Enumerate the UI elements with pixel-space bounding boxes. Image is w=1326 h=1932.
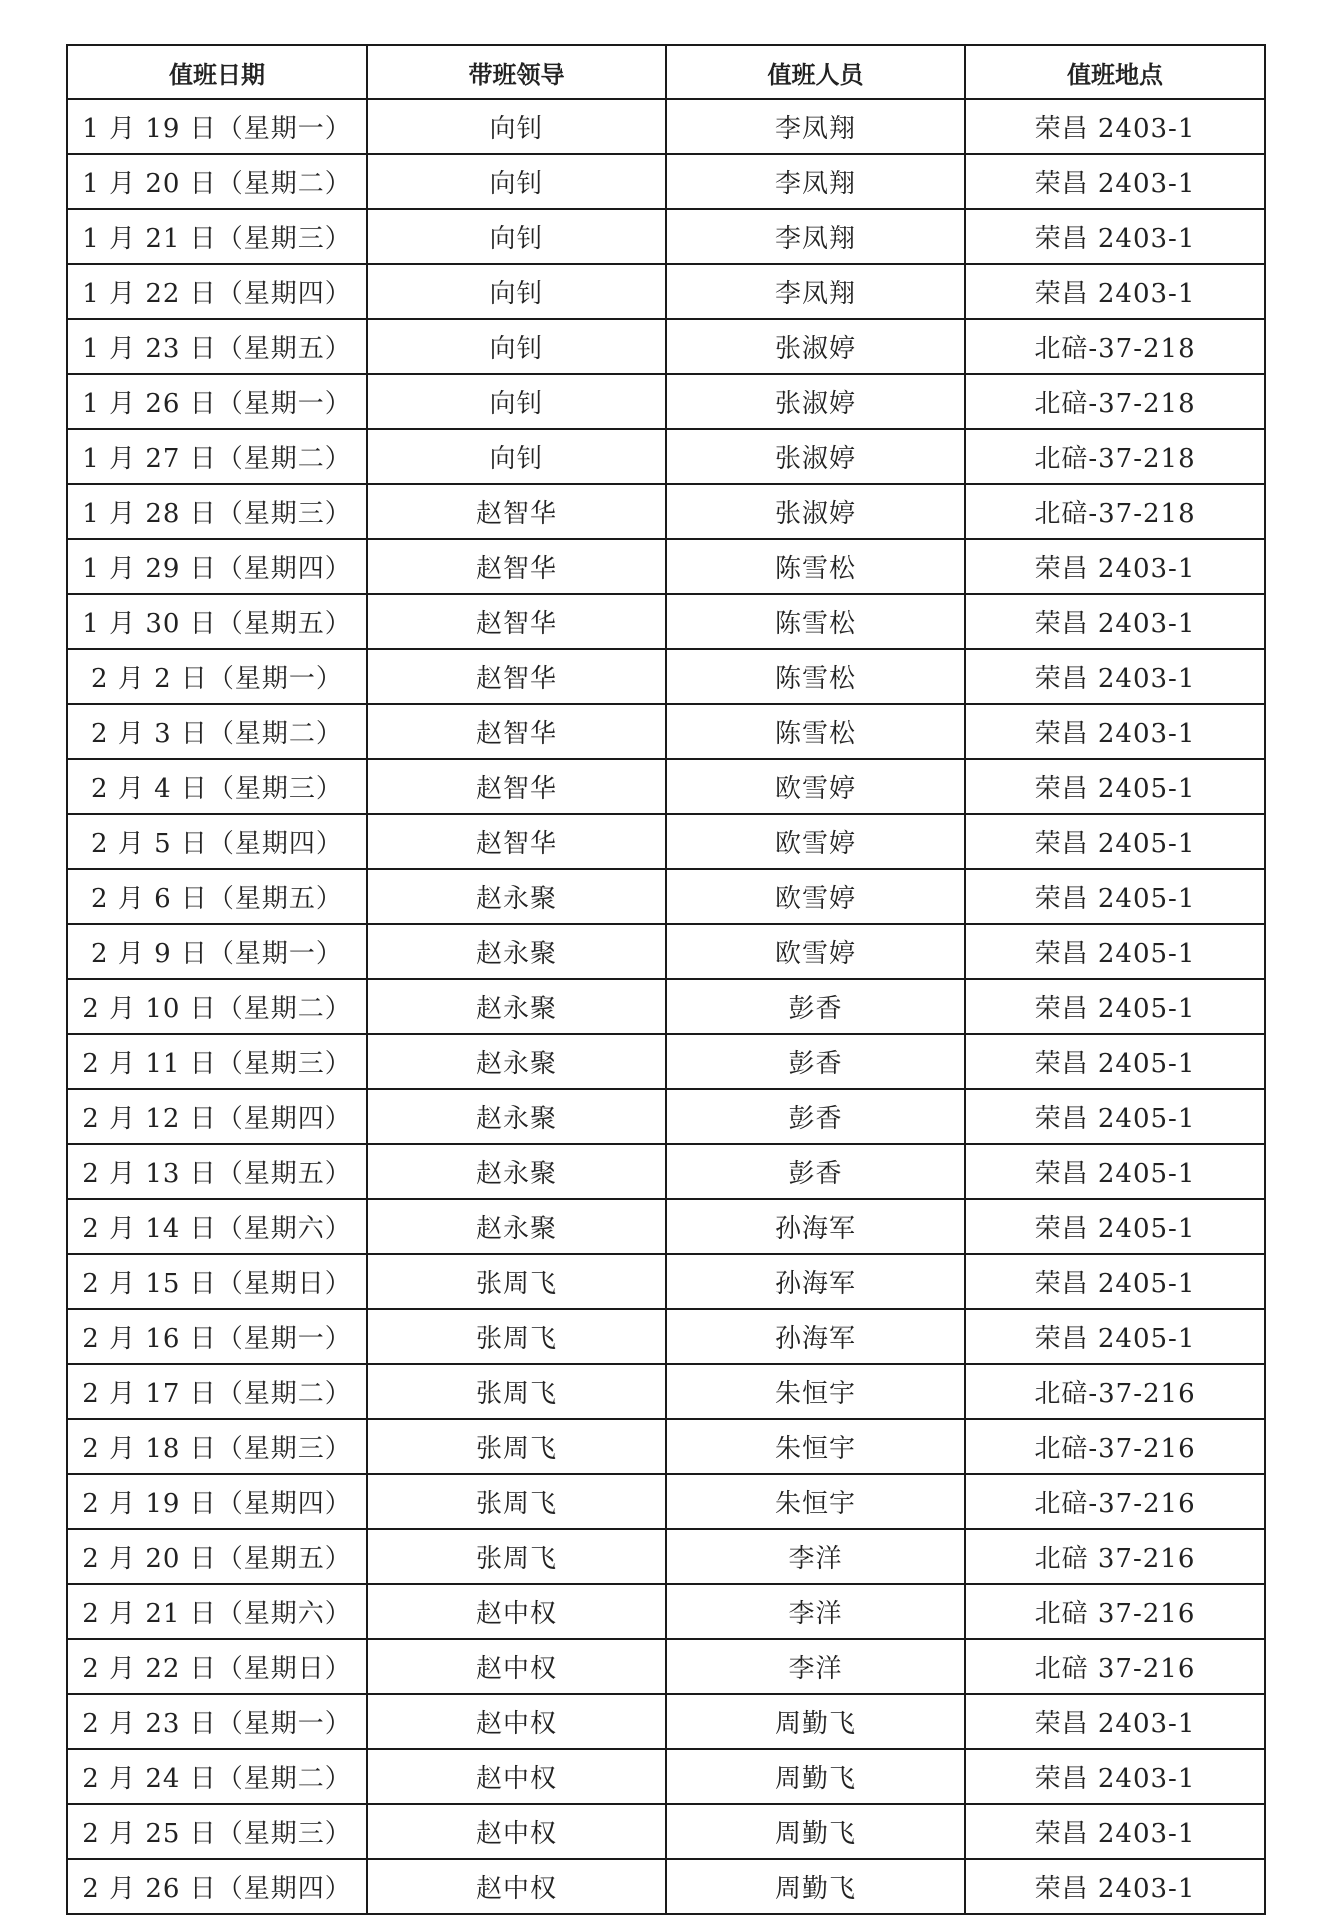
cell-duty-date: 2 月 24 日（星期二） xyxy=(67,1749,367,1804)
cell-duty-date: 2 月 15 日（星期日） xyxy=(67,1254,367,1309)
cell-duty-date: 2 月 13 日（星期五） xyxy=(67,1144,367,1199)
cell-location: 荣昌 2403-1 xyxy=(965,1694,1265,1749)
cell-leader: 赵永聚 xyxy=(367,1089,666,1144)
cell-location: 荣昌 2403-1 xyxy=(965,264,1265,319)
cell-leader: 赵中权 xyxy=(367,1639,666,1694)
table-row xyxy=(67,1034,1265,1089)
cell-duty-date: 2 月 5 日（星期四） xyxy=(67,814,367,869)
cell-duty-date: 2 月 4 日（星期三） xyxy=(67,759,367,814)
cell-staff: 陈雪松 xyxy=(666,649,965,704)
cell-duty-date: 2 月 12 日（星期四） xyxy=(67,1089,367,1144)
cell-location: 荣昌 2405-1 xyxy=(965,1034,1265,1089)
header-leader: 带班领导 xyxy=(367,45,666,99)
cell-leader: 赵永聚 xyxy=(367,1144,666,1199)
table-row xyxy=(67,154,1265,209)
cell-leader: 向钊 xyxy=(367,264,666,319)
cell-duty-date: 2 月 16 日（星期一） xyxy=(67,1309,367,1364)
table-row xyxy=(67,1749,1265,1804)
cell-leader: 赵永聚 xyxy=(367,869,666,924)
cell-leader: 赵中权 xyxy=(367,1804,666,1859)
cell-duty-date: 1 月 28 日（星期三） xyxy=(67,484,367,539)
cell-staff: 陈雪松 xyxy=(666,539,965,594)
table-row xyxy=(67,924,1265,979)
cell-location: 荣昌 2403-1 xyxy=(965,1859,1265,1914)
cell-location: 荣昌 2403-1 xyxy=(965,1804,1265,1859)
table-row xyxy=(67,1199,1265,1254)
cell-location: 荣昌 2403-1 xyxy=(965,594,1265,649)
cell-duty-date: 2 月 22 日（星期日） xyxy=(67,1639,367,1694)
table-row xyxy=(67,759,1265,814)
cell-duty-date: 1 月 21 日（星期三） xyxy=(67,209,367,264)
cell-location: 北碚-37-216 xyxy=(965,1364,1265,1419)
table-row xyxy=(67,429,1265,484)
table-row xyxy=(67,1584,1265,1639)
cell-duty-date: 1 月 20 日（星期二） xyxy=(67,154,367,209)
cell-duty-date: 2 月 10 日（星期二） xyxy=(67,979,367,1034)
cell-duty-date: 1 月 27 日（星期二） xyxy=(67,429,367,484)
cell-location: 荣昌 2405-1 xyxy=(965,924,1265,979)
table-row xyxy=(67,649,1265,704)
cell-duty-date: 2 月 23 日（星期一） xyxy=(67,1694,367,1749)
cell-duty-date: 2 月 9 日（星期一） xyxy=(67,924,367,979)
duty-schedule-table xyxy=(66,44,1266,1915)
cell-location: 荣昌 2403-1 xyxy=(965,154,1265,209)
cell-leader: 向钊 xyxy=(367,209,666,264)
cell-leader: 赵永聚 xyxy=(367,979,666,1034)
table-row xyxy=(67,1419,1265,1474)
table-row xyxy=(67,1144,1265,1199)
cell-staff: 孙海军 xyxy=(666,1309,965,1364)
table-row xyxy=(67,1694,1265,1749)
cell-staff: 李洋 xyxy=(666,1584,965,1639)
cell-duty-date: 2 月 3 日（星期二） xyxy=(67,704,367,759)
cell-staff: 欧雪婷 xyxy=(666,924,965,979)
cell-staff: 李凤翔 xyxy=(666,99,965,154)
cell-leader: 赵智华 xyxy=(367,594,666,649)
cell-staff: 彭香 xyxy=(666,1144,965,1199)
cell-duty-date: 1 月 26 日（星期一） xyxy=(67,374,367,429)
cell-leader: 赵中权 xyxy=(367,1749,666,1804)
table-row xyxy=(67,1364,1265,1419)
cell-location: 荣昌 2405-1 xyxy=(965,1199,1265,1254)
cell-location: 荣昌 2405-1 xyxy=(965,1309,1265,1364)
cell-staff: 李凤翔 xyxy=(666,264,965,319)
cell-leader: 张周飞 xyxy=(367,1309,666,1364)
table-row xyxy=(67,1474,1265,1529)
cell-leader: 赵永聚 xyxy=(367,924,666,979)
header-location: 值班地点 xyxy=(965,45,1265,99)
table-row xyxy=(67,979,1265,1034)
cell-duty-date: 2 月 19 日（星期四） xyxy=(67,1474,367,1529)
cell-staff: 周勤飞 xyxy=(666,1859,965,1914)
table-row xyxy=(67,99,1265,154)
cell-staff: 朱恒宇 xyxy=(666,1364,965,1419)
cell-location: 北碚 37-216 xyxy=(965,1529,1265,1584)
cell-duty-date: 2 月 25 日（星期三） xyxy=(67,1804,367,1859)
cell-duty-date: 1 月 19 日（星期一） xyxy=(67,99,367,154)
cell-location: 荣昌 2403-1 xyxy=(965,1749,1265,1804)
cell-location: 荣昌 2403-1 xyxy=(965,99,1265,154)
cell-duty-date: 1 月 22 日（星期四） xyxy=(67,264,367,319)
cell-duty-date: 2 月 21 日（星期六） xyxy=(67,1584,367,1639)
cell-duty-date: 2 月 2 日（星期一） xyxy=(67,649,367,704)
cell-staff: 张淑婷 xyxy=(666,374,965,429)
cell-location: 荣昌 2405-1 xyxy=(965,869,1265,924)
cell-location: 荣昌 2405-1 xyxy=(965,814,1265,869)
cell-location: 荣昌 2405-1 xyxy=(965,1254,1265,1309)
cell-location: 荣昌 2403-1 xyxy=(965,539,1265,594)
cell-duty-date: 2 月 17 日（星期二） xyxy=(67,1364,367,1419)
table-row xyxy=(67,869,1265,924)
cell-duty-date: 2 月 20 日（星期五） xyxy=(67,1529,367,1584)
cell-staff: 孙海军 xyxy=(666,1254,965,1309)
table-row xyxy=(67,264,1265,319)
cell-staff: 周勤飞 xyxy=(666,1694,965,1749)
cell-staff: 李洋 xyxy=(666,1529,965,1584)
table-row xyxy=(67,484,1265,539)
cell-location: 北碚-37-216 xyxy=(965,1474,1265,1529)
cell-leader: 张周飞 xyxy=(367,1474,666,1529)
cell-staff: 朱恒宇 xyxy=(666,1474,965,1529)
cell-staff: 李凤翔 xyxy=(666,154,965,209)
cell-leader: 向钊 xyxy=(367,319,666,374)
cell-duty-date: 2 月 6 日（星期五） xyxy=(67,869,367,924)
cell-duty-date: 2 月 14 日（星期六） xyxy=(67,1199,367,1254)
cell-staff: 彭香 xyxy=(666,1089,965,1144)
cell-location: 北碚-37-218 xyxy=(965,429,1265,484)
cell-staff: 李凤翔 xyxy=(666,209,965,264)
cell-duty-date: 1 月 23 日（星期五） xyxy=(67,319,367,374)
cell-location: 荣昌 2403-1 xyxy=(965,209,1265,264)
table-row xyxy=(67,594,1265,649)
table-row xyxy=(67,1804,1265,1859)
table-row xyxy=(67,539,1265,594)
table-row xyxy=(67,1639,1265,1694)
cell-location: 荣昌 2405-1 xyxy=(965,979,1265,1034)
cell-duty-date: 2 月 26 日（星期四） xyxy=(67,1859,367,1914)
cell-leader: 张周飞 xyxy=(367,1364,666,1419)
table-row xyxy=(67,209,1265,264)
cell-duty-date: 1 月 30 日（星期五） xyxy=(67,594,367,649)
cell-leader: 赵永聚 xyxy=(367,1034,666,1089)
cell-leader: 向钊 xyxy=(367,429,666,484)
cell-staff: 李洋 xyxy=(666,1639,965,1694)
cell-leader: 赵智华 xyxy=(367,814,666,869)
cell-leader: 向钊 xyxy=(367,99,666,154)
cell-location: 荣昌 2403-1 xyxy=(965,704,1265,759)
table-row xyxy=(67,319,1265,374)
cell-staff: 张淑婷 xyxy=(666,319,965,374)
cell-leader: 赵智华 xyxy=(367,704,666,759)
cell-location: 北碚-37-218 xyxy=(965,319,1265,374)
cell-leader: 张周飞 xyxy=(367,1529,666,1584)
cell-leader: 赵智华 xyxy=(367,539,666,594)
cell-location: 北碚 37-216 xyxy=(965,1639,1265,1694)
header-duty-date: 值班日期 xyxy=(67,45,367,99)
table-row xyxy=(67,1529,1265,1584)
cell-location: 北碚-37-218 xyxy=(965,484,1265,539)
cell-staff: 周勤飞 xyxy=(666,1804,965,1859)
cell-leader: 向钊 xyxy=(367,154,666,209)
cell-leader: 赵智华 xyxy=(367,484,666,539)
cell-staff: 朱恒宇 xyxy=(666,1419,965,1474)
table-row xyxy=(67,814,1265,869)
table-row xyxy=(67,1089,1265,1144)
cell-leader: 赵中权 xyxy=(367,1584,666,1639)
cell-staff: 欧雪婷 xyxy=(666,814,965,869)
table-body xyxy=(67,99,1265,1914)
table-row xyxy=(67,704,1265,759)
cell-location: 北碚-37-218 xyxy=(965,374,1265,429)
cell-staff: 欧雪婷 xyxy=(666,869,965,924)
cell-staff: 彭香 xyxy=(666,1034,965,1089)
table-row xyxy=(67,1859,1265,1914)
cell-location: 北碚-37-216 xyxy=(965,1419,1265,1474)
cell-staff: 张淑婷 xyxy=(666,484,965,539)
cell-leader: 赵中权 xyxy=(367,1694,666,1749)
cell-location: 荣昌 2403-1 xyxy=(965,649,1265,704)
cell-leader: 赵中权 xyxy=(367,1859,666,1914)
cell-staff: 彭香 xyxy=(666,979,965,1034)
cell-leader: 赵智华 xyxy=(367,649,666,704)
cell-duty-date: 2 月 11 日（星期三） xyxy=(67,1034,367,1089)
cell-location: 荣昌 2405-1 xyxy=(965,1089,1265,1144)
header-staff: 值班人员 xyxy=(666,45,965,99)
cell-staff: 陈雪松 xyxy=(666,594,965,649)
cell-staff: 孙海军 xyxy=(666,1199,965,1254)
cell-duty-date: 1 月 29 日（星期四） xyxy=(67,539,367,594)
table-row xyxy=(67,1309,1265,1364)
cell-leader: 张周飞 xyxy=(367,1419,666,1474)
table-row xyxy=(67,374,1265,429)
cell-leader: 张周飞 xyxy=(367,1254,666,1309)
cell-staff: 周勤飞 xyxy=(666,1749,965,1804)
cell-location: 荣昌 2405-1 xyxy=(965,1144,1265,1199)
cell-staff: 张淑婷 xyxy=(666,429,965,484)
cell-leader: 赵智华 xyxy=(367,759,666,814)
cell-leader: 向钊 xyxy=(367,374,666,429)
table-row xyxy=(67,1254,1265,1309)
cell-leader: 赵永聚 xyxy=(367,1199,666,1254)
cell-location: 荣昌 2405-1 xyxy=(965,759,1265,814)
cell-staff: 欧雪婷 xyxy=(666,759,965,814)
cell-staff: 陈雪松 xyxy=(666,704,965,759)
table-header-row xyxy=(67,45,1265,99)
cell-duty-date: 2 月 18 日（星期三） xyxy=(67,1419,367,1474)
cell-location: 北碚 37-216 xyxy=(965,1584,1265,1639)
